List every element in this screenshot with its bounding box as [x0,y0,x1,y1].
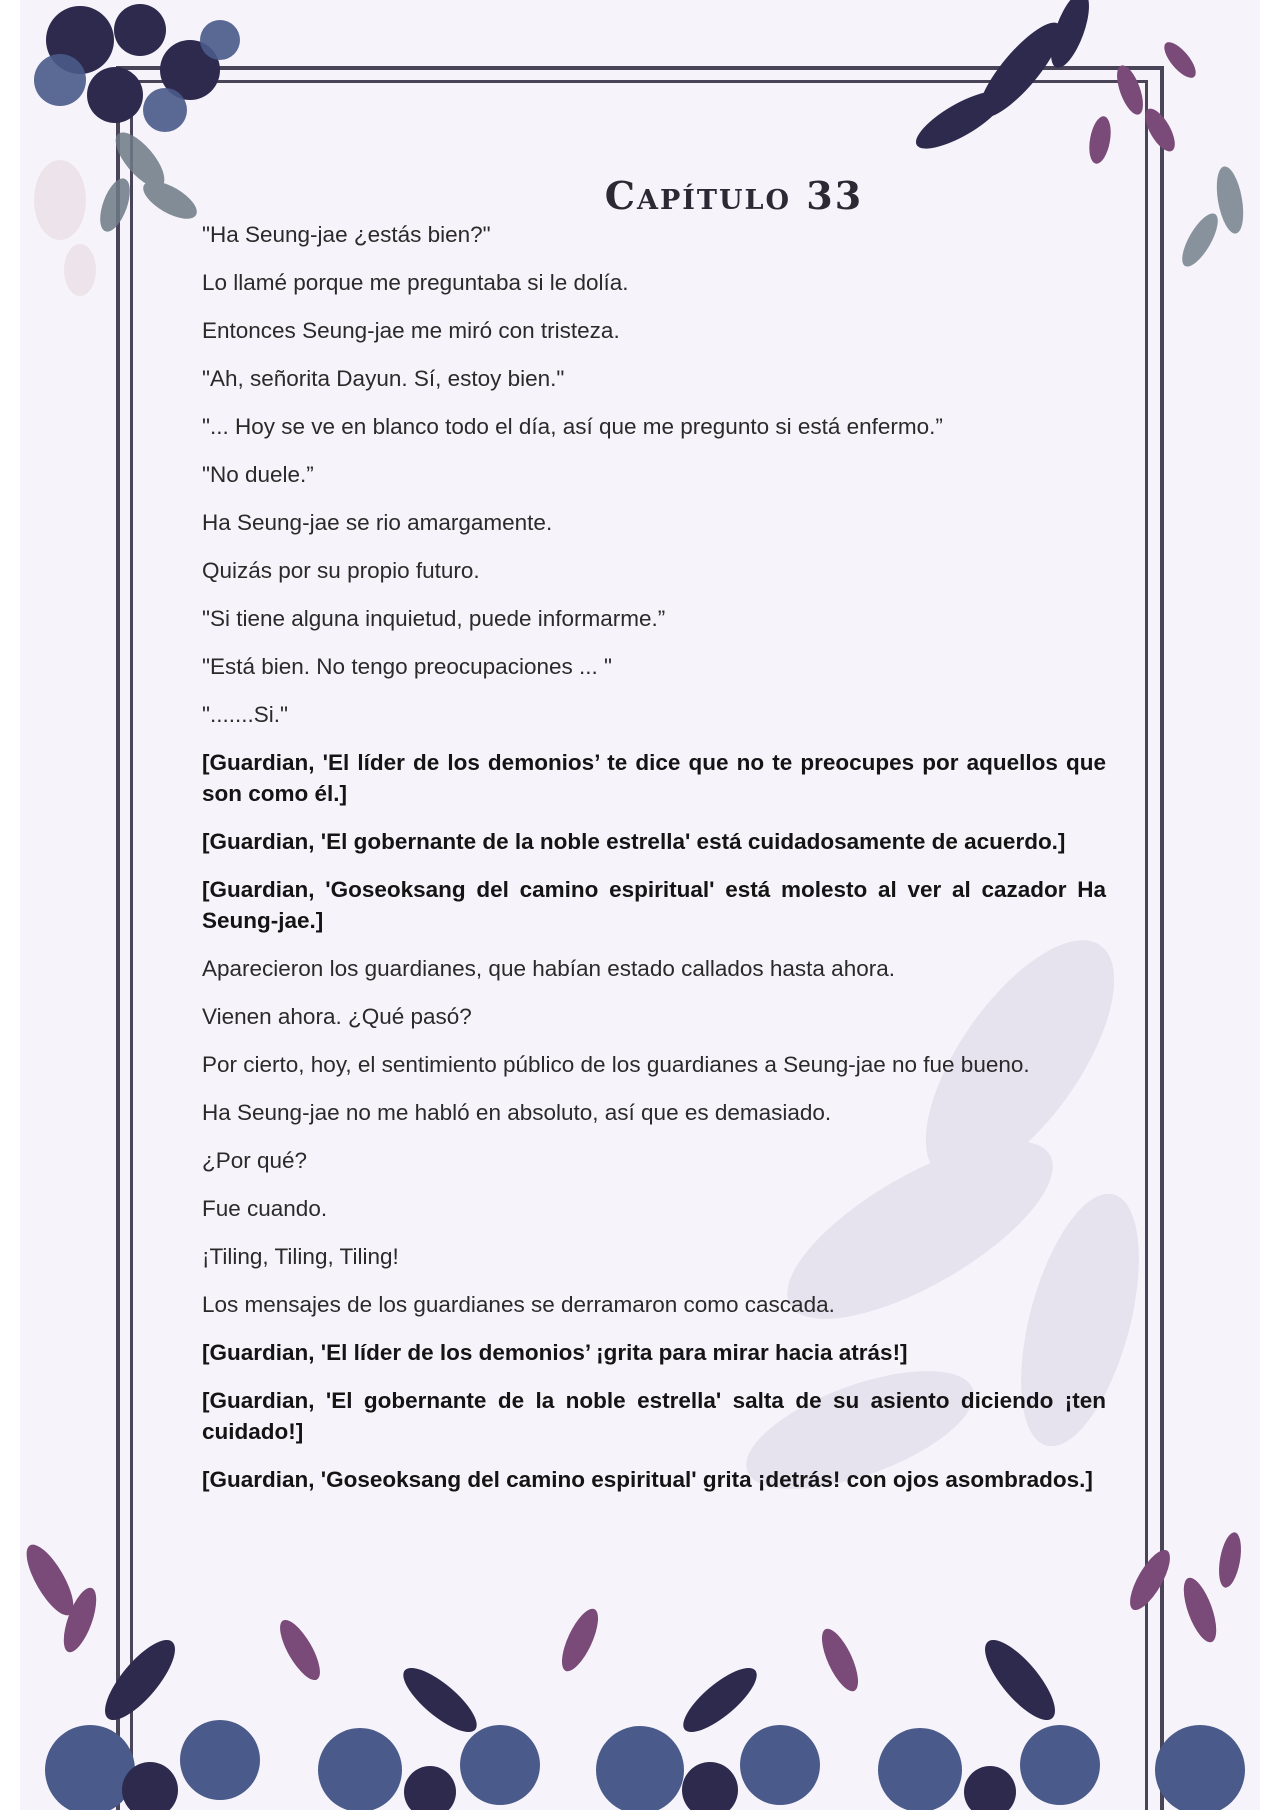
paragraph: "Si tiene alguna inquietud, puede informarme.” [202,606,666,631]
guardian-message: [Guardian, 'El gobernante de la noble estrella' está cuidadosamente de acuerdo.] [202,829,1066,854]
guardian-message: [Guardian, 'Goseoksang del camino espiritual' grita ¡detrás! con ojos asombrados.] [202,1467,1093,1492]
guardian-message: [Guardian, 'El líder de los demonios’ ¡grita para mirar hacia atrás!] [202,1340,908,1365]
chapter-content [202,173,1106,1512]
paragraph: "Ha Seung-jae ¿estás bien?" [202,222,491,247]
guardian-message: [Guardian, 'El líder de los demonios’ te dice que no te preocupes por aquellos que son como él.] [202,750,1106,806]
paragraph: Vienen ahora. ¿Qué pasó? [202,1004,472,1029]
paragraph: ".......Si." [202,702,288,727]
floral-border-bottom [20,1520,1260,1810]
paragraph: Entonces Seung-jae me miró con tristeza. [202,318,620,343]
paragraph: "... Hoy se ve en blanco todo el día, así que me pregunto si está enfermo.” [202,414,943,439]
chapter-title: Capítulo 33 [604,173,864,218]
paragraph: Los mensajes de los guardianes se derramaron como cascada. [202,1292,835,1317]
paragraph-list [202,219,1106,1495]
paragraph: "No duele.” [202,462,314,487]
guardian-message: [Guardian, 'Goseoksang del camino espiritual' está molesto al ver al cazador Ha Seung-jae.] [202,877,1106,933]
paragraph: Fue cuando. [202,1196,328,1221]
page [20,0,1260,1810]
paragraph: Ha Seung-jae se rio amargamente. [202,510,553,535]
paragraph: Aparecieron los guardianes, que habían estado callados hasta ahora. [202,956,895,981]
paragraph: ¿Por qué? [202,1148,308,1173]
paragraph: "Está bien. No tengo preocupaciones ... " [202,654,612,679]
paragraph: "Ah, señorita Dayun. Sí, estoy bien." [202,366,565,391]
paragraph: ¡Tiling, Tiling, Tiling! [202,1244,399,1269]
paragraph: Ha Seung-jae no me habló en absoluto, así que es demasiado. [202,1100,832,1125]
paragraph: Por cierto, hoy, el sentimiento público de los guardianes a Seung-jae no fue bueno. [202,1052,1030,1077]
paragraph: Lo llamé porque me preguntaba si le dolía. [202,270,629,295]
paragraph: Quizás por su propio futuro. [202,558,480,583]
guardian-message: [Guardian, 'El gobernante de la noble estrella' salta de su asiento diciendo ¡ten cuidado!] [202,1388,1106,1444]
